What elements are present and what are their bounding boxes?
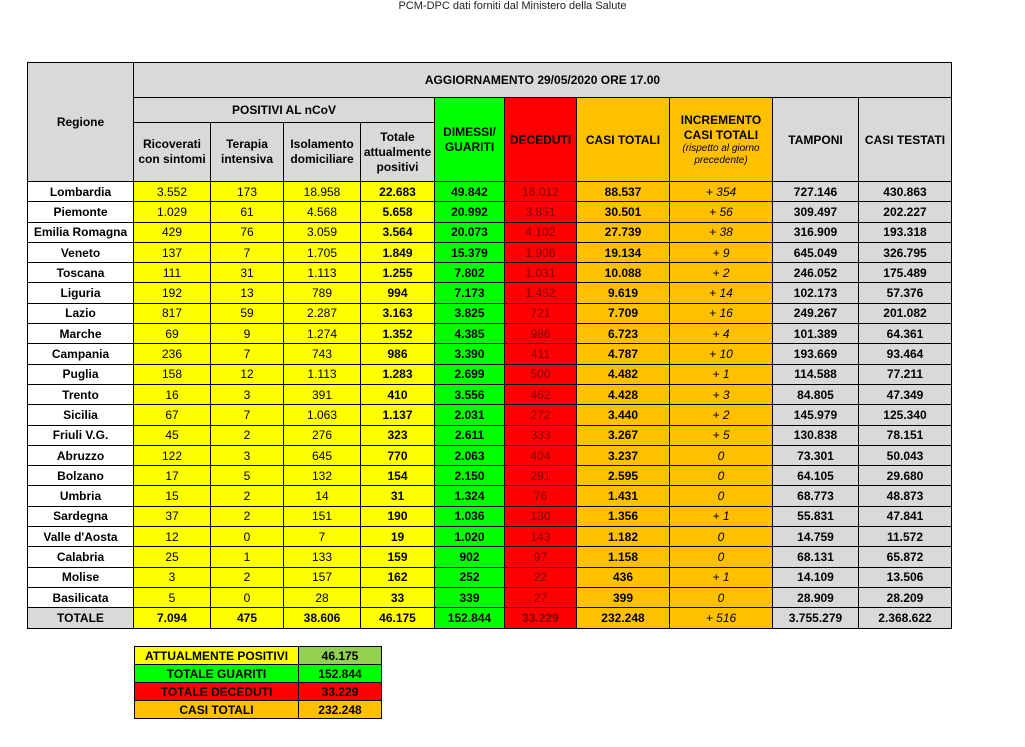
region-name: Veneto <box>28 242 134 262</box>
data-cell: 4.385 <box>435 324 505 344</box>
region-name: Molise <box>28 567 134 587</box>
data-cell: 145.979 <box>773 405 859 425</box>
summary-row <box>135 647 382 665</box>
header-title: AGGIORNAMENTO 29/05/2020 ORE 17.00 <box>134 63 952 98</box>
region-name: Sardegna <box>28 506 134 526</box>
data-cell: 1.031 <box>505 263 577 283</box>
data-cell: 16 <box>134 384 211 404</box>
data-cell: 323 <box>361 425 435 445</box>
data-cell: 111 <box>134 263 211 283</box>
region-name: Abruzzo <box>28 445 134 465</box>
data-cell: 69 <box>134 324 211 344</box>
data-cell: 391 <box>284 384 361 404</box>
data-cell: 3.564 <box>361 222 435 242</box>
summary-value: 152.844 <box>299 665 382 683</box>
data-cell: 0 <box>211 527 284 547</box>
region-name: Marche <box>28 324 134 344</box>
data-cell: 4.102 <box>505 222 577 242</box>
table-row <box>28 384 952 404</box>
data-cell: 193.669 <box>773 344 859 364</box>
region-name: Friuli V.G. <box>28 425 134 445</box>
data-cell: 37 <box>134 506 211 526</box>
region-name: Piemonte <box>28 202 134 222</box>
data-cell: 132 <box>284 466 361 486</box>
data-cell: 190 <box>361 506 435 526</box>
data-cell: 249.267 <box>773 303 859 323</box>
data-cell: 2.699 <box>435 364 505 384</box>
data-cell: 57.376 <box>859 283 952 303</box>
data-cell: 2 <box>211 567 284 587</box>
table-row <box>28 182 952 202</box>
data-cell: 88.537 <box>577 182 670 202</box>
data-cell: + 14 <box>670 283 773 303</box>
region-name: Sicilia <box>28 405 134 425</box>
data-cell: 47.349 <box>859 384 952 404</box>
data-cell: 4.482 <box>577 364 670 384</box>
data-cell: 27 <box>505 587 577 607</box>
data-cell: 429 <box>134 222 211 242</box>
totals-cell: 7.094 <box>134 608 211 628</box>
data-cell: 13.506 <box>859 567 952 587</box>
data-cell: 1.063 <box>284 405 361 425</box>
data-cell: 0 <box>211 587 284 607</box>
data-cell: 114.588 <box>773 364 859 384</box>
data-cell: 721 <box>505 303 577 323</box>
data-cell: 151 <box>284 506 361 526</box>
data-cell: + 16 <box>670 303 773 323</box>
data-cell: 410 <box>361 384 435 404</box>
data-cell: 3 <box>211 445 284 465</box>
data-cell: + 4 <box>670 324 773 344</box>
data-cell: 9.619 <box>577 283 670 303</box>
data-cell: + 38 <box>670 222 773 242</box>
table-row <box>28 283 952 303</box>
region-name: Bolzano <box>28 466 134 486</box>
data-cell: 122 <box>134 445 211 465</box>
data-cell: 1.036 <box>435 506 505 526</box>
data-cell: 500 <box>505 364 577 384</box>
totals-cell: 38.606 <box>284 608 361 628</box>
data-cell: 157 <box>284 567 361 587</box>
header-incremento <box>670 98 773 182</box>
data-cell: 645 <box>284 445 361 465</box>
data-cell: + 56 <box>670 202 773 222</box>
data-cell: 770 <box>361 445 435 465</box>
data-cell: 2 <box>211 506 284 526</box>
data-cell: 1.906 <box>505 242 577 262</box>
data-cell: + 1 <box>670 364 773 384</box>
data-cell: 1.113 <box>284 263 361 283</box>
data-cell: 130 <box>505 506 577 526</box>
region-name: Lazio <box>28 303 134 323</box>
data-cell: + 5 <box>670 425 773 445</box>
summary-value: 46.175 <box>299 647 382 665</box>
data-cell: 31 <box>361 486 435 506</box>
data-cell: 2.063 <box>435 445 505 465</box>
data-cell: 333 <box>505 425 577 445</box>
data-cell: 93.464 <box>859 344 952 364</box>
data-cell: 50.043 <box>859 445 952 465</box>
totals-cell: 475 <box>211 608 284 628</box>
table-row <box>28 567 952 587</box>
data-cell: 15 <box>134 486 211 506</box>
totals-cell: 232.248 <box>577 608 670 628</box>
data-cell: + 1 <box>670 567 773 587</box>
data-cell: 48.873 <box>859 486 952 506</box>
table-row <box>28 527 952 547</box>
table-row <box>28 466 952 486</box>
data-cell: + 3 <box>670 384 773 404</box>
data-cell: 1.020 <box>435 527 505 547</box>
data-cell: 73.301 <box>773 445 859 465</box>
data-cell: 67 <box>134 405 211 425</box>
data-cell: 125.340 <box>859 405 952 425</box>
region-name: Campania <box>28 344 134 364</box>
data-cell: 411 <box>505 344 577 364</box>
data-cell: 12 <box>134 527 211 547</box>
data-cell: 55.831 <box>773 506 859 526</box>
header-terapia: Terapia intensiva <box>211 123 284 182</box>
data-cell: 7.709 <box>577 303 670 323</box>
data-cell: 17 <box>134 466 211 486</box>
data-cell: 64.361 <box>859 324 952 344</box>
data-cell: 1.356 <box>577 506 670 526</box>
region-name: Toscana <box>28 263 134 283</box>
data-cell: 1.137 <box>361 405 435 425</box>
data-cell: 12 <box>211 364 284 384</box>
summary-table <box>134 646 382 719</box>
summary-label: TOTALE GUARITI <box>135 665 299 683</box>
data-cell: 28.909 <box>773 587 859 607</box>
data-cell: 246.052 <box>773 263 859 283</box>
totals-label: TOTALE <box>28 608 134 628</box>
summary-row <box>135 701 382 719</box>
table-row <box>28 242 952 262</box>
data-cell: 14 <box>284 486 361 506</box>
data-cell: 3.237 <box>577 445 670 465</box>
data-cell: 130.838 <box>773 425 859 445</box>
data-cell: 326.795 <box>859 242 952 262</box>
data-cell: 10.088 <box>577 263 670 283</box>
data-cell: 252 <box>435 567 505 587</box>
totals-cell: + 516 <box>670 608 773 628</box>
data-cell: + 2 <box>670 405 773 425</box>
data-cell: + 9 <box>670 242 773 262</box>
data-cell: 1.431 <box>577 486 670 506</box>
data-cell: 1 <box>211 547 284 567</box>
data-cell: 7 <box>211 242 284 262</box>
data-cell: 14.759 <box>773 527 859 547</box>
data-cell: 13 <box>211 283 284 303</box>
data-cell: 2.031 <box>435 405 505 425</box>
data-cell: 102.173 <box>773 283 859 303</box>
table-row <box>28 324 952 344</box>
data-cell: 3.059 <box>284 222 361 242</box>
data-cell: 14.109 <box>773 567 859 587</box>
data-cell: 1.283 <box>361 364 435 384</box>
table-row <box>28 405 952 425</box>
data-cell: 22.683 <box>361 182 435 202</box>
table-row <box>28 486 952 506</box>
data-cell: + 2 <box>670 263 773 283</box>
table-row <box>28 445 952 465</box>
data-cell: 49.842 <box>435 182 505 202</box>
data-cell: 0 <box>670 486 773 506</box>
data-cell: 7 <box>211 344 284 364</box>
data-cell: 173 <box>211 182 284 202</box>
table-row <box>28 587 952 607</box>
region-name: Puglia <box>28 364 134 384</box>
data-cell: 9 <box>211 324 284 344</box>
data-cell: 462 <box>505 384 577 404</box>
data-cell: 2.287 <box>284 303 361 323</box>
covid-data-table <box>27 62 952 629</box>
data-cell: 97 <box>505 547 577 567</box>
data-cell: 30.501 <box>577 202 670 222</box>
data-cell: 743 <box>284 344 361 364</box>
data-cell: 133 <box>284 547 361 567</box>
region-name: Liguria <box>28 283 134 303</box>
data-cell: 0 <box>670 445 773 465</box>
header-casi-totali: CASI TOTALI <box>577 98 670 182</box>
data-cell: 309.497 <box>773 202 859 222</box>
data-cell: 276 <box>284 425 361 445</box>
data-cell: 158 <box>134 364 211 384</box>
data-cell: 20.992 <box>435 202 505 222</box>
data-cell: 16.012 <box>505 182 577 202</box>
data-cell: 59 <box>211 303 284 323</box>
totals-cell: 2.368.622 <box>859 608 952 628</box>
data-cell: 7 <box>211 405 284 425</box>
data-cell: 192 <box>134 283 211 303</box>
data-cell: 0 <box>670 547 773 567</box>
data-cell: 202.227 <box>859 202 952 222</box>
data-cell: 154 <box>361 466 435 486</box>
data-cell: 404 <box>505 445 577 465</box>
data-cell: 817 <box>134 303 211 323</box>
data-cell: 2.150 <box>435 466 505 486</box>
header-ricoverati: Ricoverati con sintomi <box>134 123 211 182</box>
data-cell: 1.849 <box>361 242 435 262</box>
data-cell: 61 <box>211 202 284 222</box>
data-cell: + 1 <box>670 506 773 526</box>
data-cell: 143 <box>505 527 577 547</box>
data-cell: 78.151 <box>859 425 952 445</box>
data-cell: 0 <box>670 466 773 486</box>
data-cell: 1.324 <box>435 486 505 506</box>
table-row <box>28 303 952 323</box>
data-cell: 3.825 <box>435 303 505 323</box>
data-cell: 1.029 <box>134 202 211 222</box>
header-totale-positivi: Totale attualmente positivi <box>361 123 435 182</box>
data-cell: 7 <box>284 527 361 547</box>
data-cell: 20.073 <box>435 222 505 242</box>
data-cell: 27.739 <box>577 222 670 242</box>
data-cell: 19 <box>361 527 435 547</box>
table-row <box>28 202 952 222</box>
data-cell: 1.705 <box>284 242 361 262</box>
summary-row <box>135 683 382 701</box>
data-cell: 3.440 <box>577 405 670 425</box>
region-name: Valle d'Aosta <box>28 527 134 547</box>
summary-label: TOTALE DECEDUTI <box>135 683 299 701</box>
data-cell: 5 <box>211 466 284 486</box>
totals-cell: 33.229 <box>505 608 577 628</box>
data-cell: 6.723 <box>577 324 670 344</box>
data-cell: 272 <box>505 405 577 425</box>
data-cell: 201.082 <box>859 303 952 323</box>
data-cell: 1.452 <box>505 283 577 303</box>
data-cell: 399 <box>577 587 670 607</box>
data-cell: 339 <box>435 587 505 607</box>
data-cell: 3.390 <box>435 344 505 364</box>
data-cell: 3.851 <box>505 202 577 222</box>
data-cell: 1.113 <box>284 364 361 384</box>
data-cell: 4.568 <box>284 202 361 222</box>
data-cell: 1.274 <box>284 324 361 344</box>
summary-value: 33.229 <box>299 683 382 701</box>
totals-row <box>28 608 952 628</box>
data-cell: 3.552 <box>134 182 211 202</box>
data-cell: 7.173 <box>435 283 505 303</box>
data-cell: 5 <box>134 587 211 607</box>
summary-value: 232.248 <box>299 701 382 719</box>
table-row <box>28 547 952 567</box>
data-cell: 3.556 <box>435 384 505 404</box>
data-cell: 29.680 <box>859 466 952 486</box>
data-cell: 11.572 <box>859 527 952 547</box>
table-row <box>28 506 952 526</box>
data-cell: 28.209 <box>859 587 952 607</box>
data-cell: 4.428 <box>577 384 670 404</box>
data-cell: 436 <box>577 567 670 587</box>
data-cell: 3.163 <box>361 303 435 323</box>
header-incremento-label: INCREMENTO CASI TOTALI <box>680 112 762 142</box>
data-cell: 994 <box>361 283 435 303</box>
data-cell: + 10 <box>670 344 773 364</box>
data-cell: 22 <box>505 567 577 587</box>
region-name: Lombardia <box>28 182 134 202</box>
data-cell: 645.049 <box>773 242 859 262</box>
data-cell: 727.146 <box>773 182 859 202</box>
data-cell: 137 <box>134 242 211 262</box>
data-cell: 19.134 <box>577 242 670 262</box>
header-incremento-note: (rispetto al giorno precedente) <box>682 142 760 166</box>
table-row <box>28 263 952 283</box>
data-cell: 4.787 <box>577 344 670 364</box>
data-cell: 3 <box>211 384 284 404</box>
data-cell: 25 <box>134 547 211 567</box>
data-cell: 68.773 <box>773 486 859 506</box>
region-name: Basilicata <box>28 587 134 607</box>
header-casi-testati: CASI TESTATI <box>859 98 952 182</box>
summary-label: ATTUALMENTE POSITIVI <box>135 647 299 665</box>
data-cell: 2 <box>211 425 284 445</box>
header-regione: Regione <box>28 63 134 182</box>
table-row <box>28 425 952 445</box>
data-cell: 316.909 <box>773 222 859 242</box>
data-cell: 291 <box>505 466 577 486</box>
region-name: Umbria <box>28 486 134 506</box>
header-isolamento: Isolamento domiciliare <box>284 123 361 182</box>
data-cell: 2.611 <box>435 425 505 445</box>
header-tamponi: TAMPONI <box>773 98 859 182</box>
data-cell: 1.255 <box>361 263 435 283</box>
data-cell: 1.352 <box>361 324 435 344</box>
data-cell: 45 <box>134 425 211 445</box>
data-cell: + 354 <box>670 182 773 202</box>
region-name: Emilia Romagna <box>28 222 134 242</box>
data-cell: 68.131 <box>773 547 859 567</box>
data-cell: 5.658 <box>361 202 435 222</box>
data-cell: 986 <box>361 344 435 364</box>
header-dimessi: DIMESSI/ GUARITI <box>435 98 505 182</box>
table-row <box>28 222 952 242</box>
totals-cell: 46.175 <box>361 608 435 628</box>
data-cell: 65.872 <box>859 547 952 567</box>
data-cell: 31 <box>211 263 284 283</box>
table-row <box>28 364 952 384</box>
data-cell: 7.802 <box>435 263 505 283</box>
summary-label: CASI TOTALI <box>135 701 299 719</box>
data-cell: 159 <box>361 547 435 567</box>
data-cell: 33 <box>361 587 435 607</box>
data-cell: 15.379 <box>435 242 505 262</box>
data-cell: 162 <box>361 567 435 587</box>
data-cell: 1.182 <box>577 527 670 547</box>
data-cell: 2.595 <box>577 466 670 486</box>
data-cell: 430.863 <box>859 182 952 202</box>
data-cell: 175.489 <box>859 263 952 283</box>
data-cell: 28 <box>284 587 361 607</box>
data-cell: 76 <box>211 222 284 242</box>
data-cell: 902 <box>435 547 505 567</box>
data-cell: 18.958 <box>284 182 361 202</box>
data-cell: 0 <box>670 527 773 547</box>
header-deceduti: DECEDUTI <box>505 98 577 182</box>
data-cell: 236 <box>134 344 211 364</box>
region-name: Trento <box>28 384 134 404</box>
data-cell: 2 <box>211 486 284 506</box>
data-cell: 193.318 <box>859 222 952 242</box>
summary-row <box>135 665 382 683</box>
data-cell: 77.211 <box>859 364 952 384</box>
source-caption: PCM-DPC dati forniti dal Ministero della Salute <box>398 0 627 12</box>
data-cell: 986 <box>505 324 577 344</box>
data-cell: 789 <box>284 283 361 303</box>
data-cell: 76 <box>505 486 577 506</box>
data-cell: 64.105 <box>773 466 859 486</box>
data-cell: 84.805 <box>773 384 859 404</box>
data-cell: 1.158 <box>577 547 670 567</box>
data-cell: 3 <box>134 567 211 587</box>
totals-cell: 3.755.279 <box>773 608 859 628</box>
data-cell: 0 <box>670 587 773 607</box>
table-row <box>28 344 952 364</box>
totals-cell: 152.844 <box>435 608 505 628</box>
region-name: Calabria <box>28 547 134 567</box>
data-cell: 101.389 <box>773 324 859 344</box>
header-positivi: POSITIVI AL nCoV <box>134 98 435 123</box>
data-cell: 3.267 <box>577 425 670 445</box>
data-cell: 47.841 <box>859 506 952 526</box>
